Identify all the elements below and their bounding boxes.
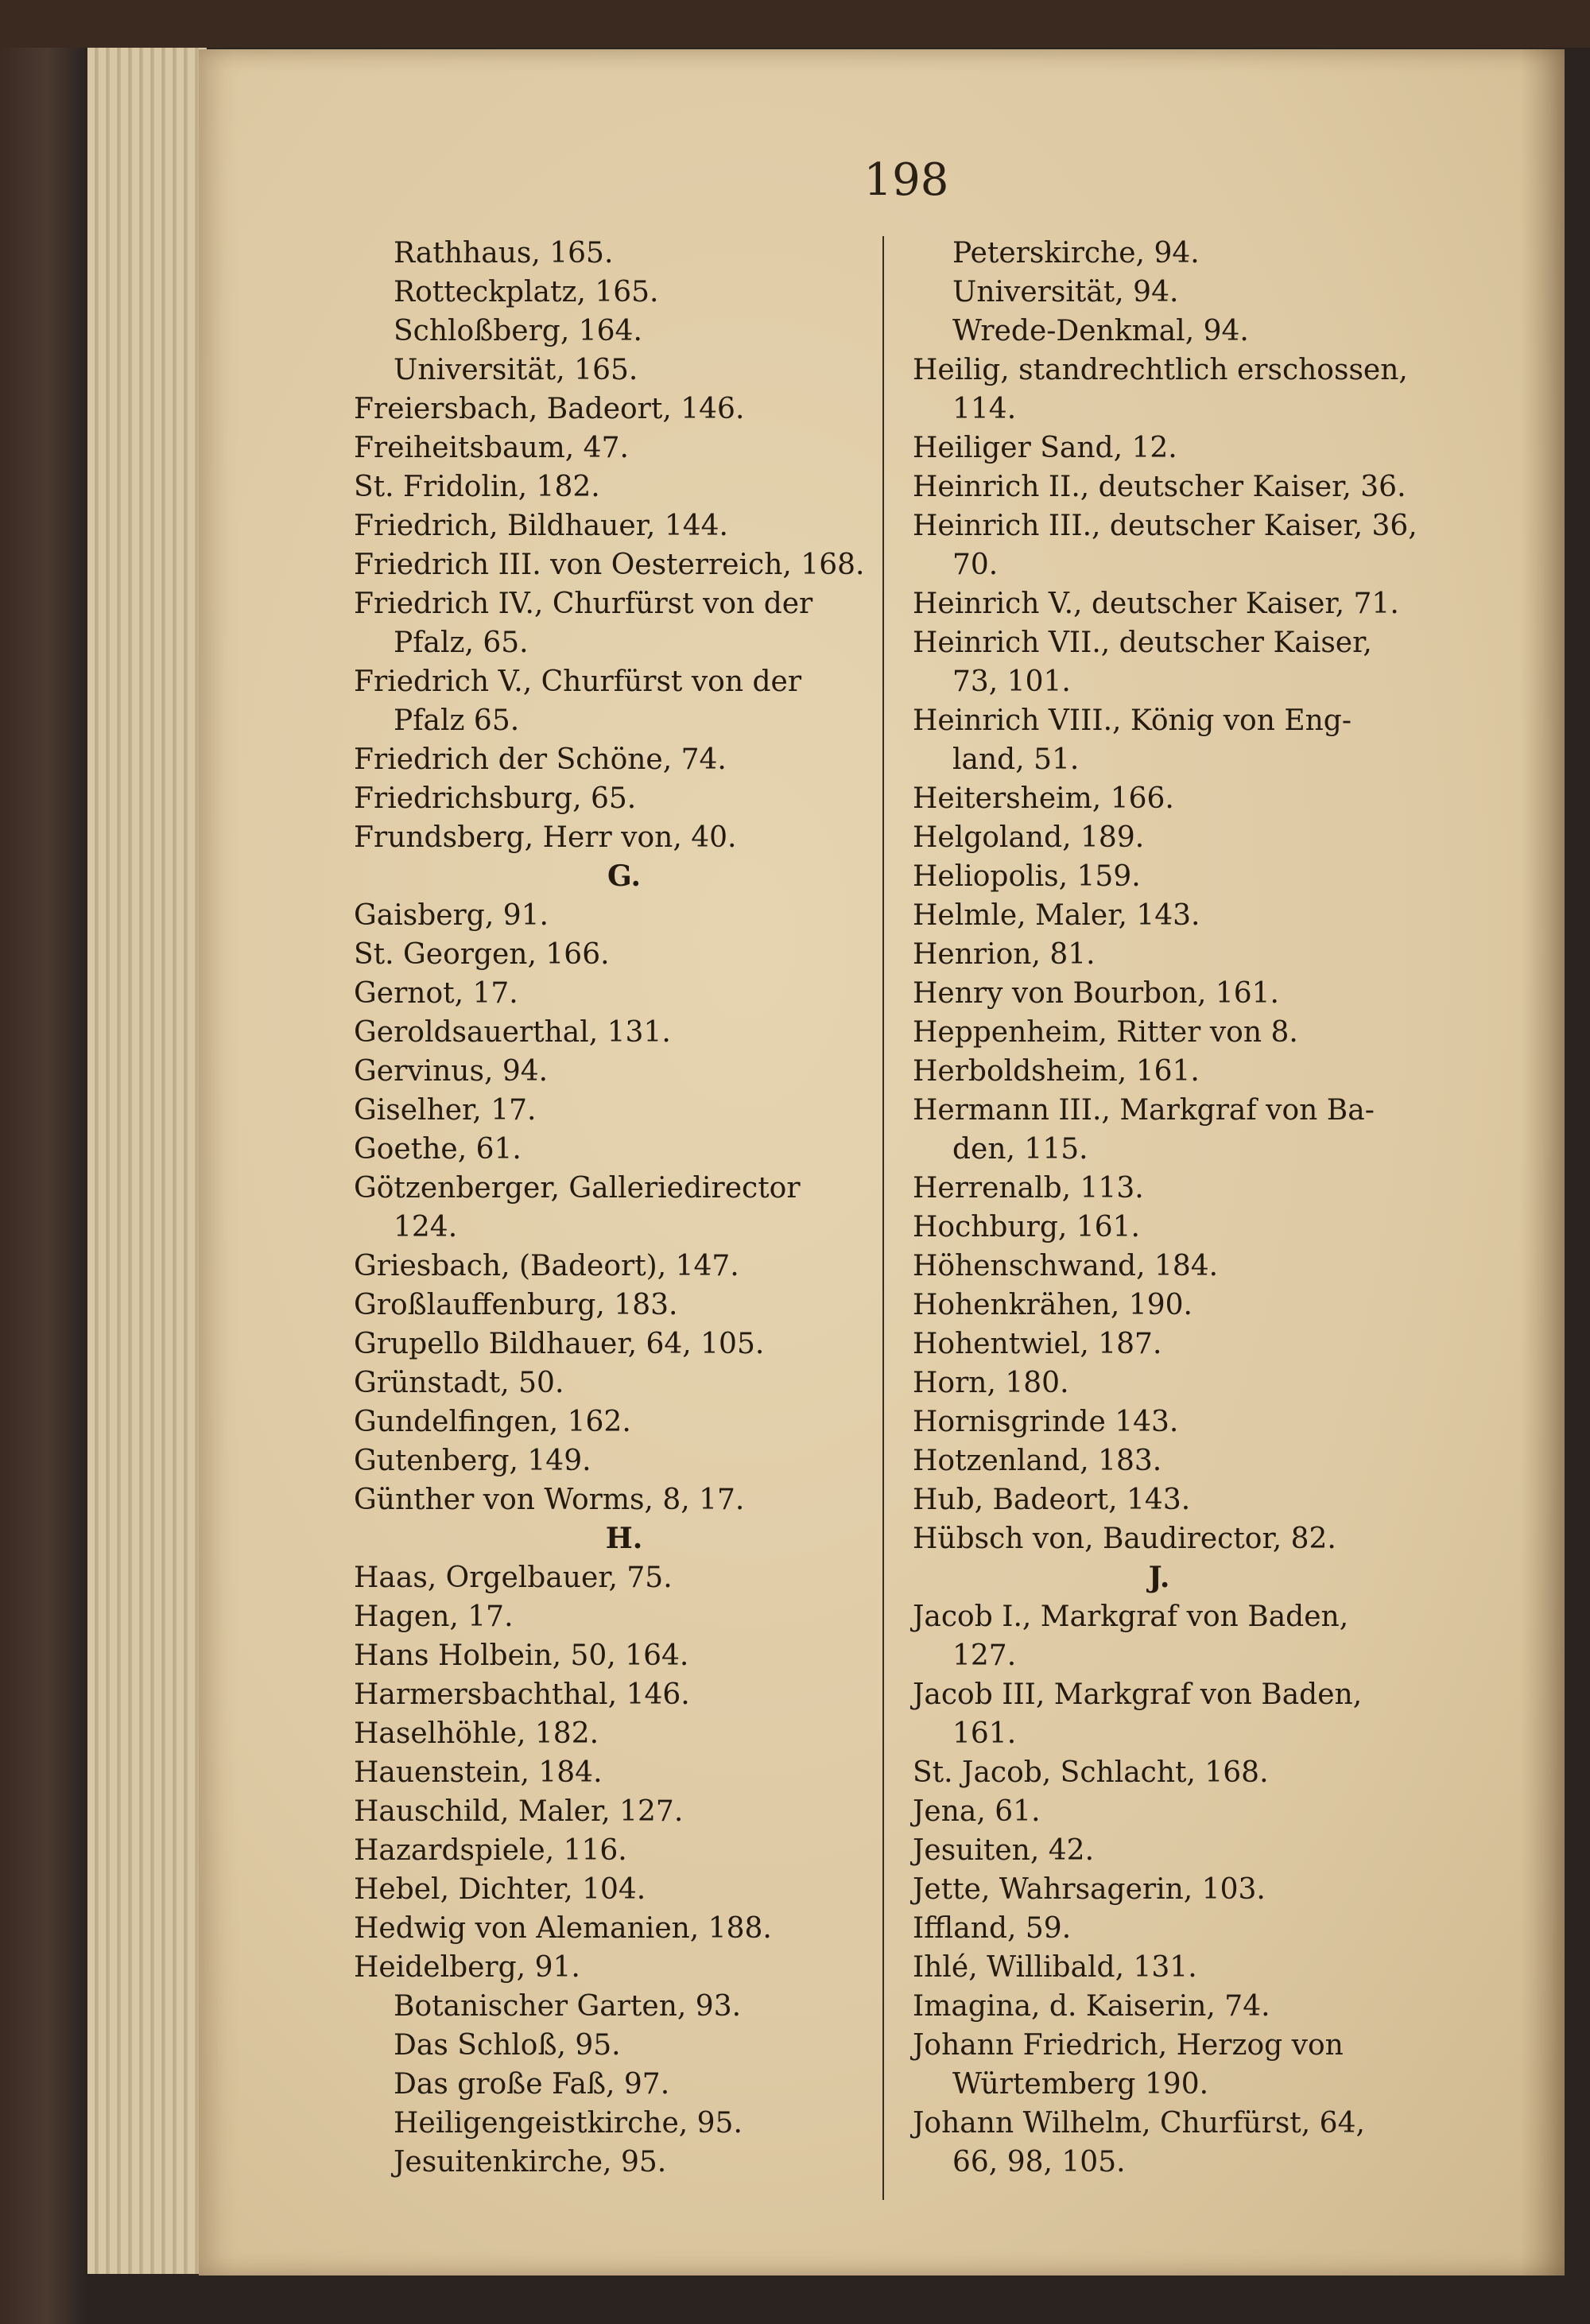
- index-entry: Herboldsheim, 161.: [913, 1055, 1200, 1088]
- index-entry: Peterskirche, 94.: [952, 237, 1200, 270]
- index-entry: Heliopolis, 159.: [913, 860, 1141, 893]
- index-entry: Iffland, 59.: [913, 1912, 1072, 1945]
- index-entry: Goethe, 61.: [354, 1133, 522, 1166]
- index-entry: Freiersbach, Badeort, 146.: [354, 393, 745, 425]
- index-entry: Hochburg, 161.: [913, 1211, 1140, 1243]
- index-entry: 114.: [952, 393, 1017, 425]
- index-entry: Jesuiten, 42.: [913, 1834, 1095, 1867]
- index-entry: Gaisberg, 91.: [354, 899, 549, 932]
- index-entry: 66, 98, 105.: [952, 2146, 1126, 2179]
- index-entry: Friedrich V., Churfürst von der: [354, 665, 802, 698]
- index-entry: St. Jacob, Schlacht, 168.: [913, 1756, 1269, 1789]
- index-entry: 161.: [952, 1717, 1017, 1750]
- index-entry: Helgoland, 189.: [913, 821, 1145, 854]
- index-entry: Wrede-Denkmal, 94.: [952, 315, 1249, 347]
- index-entry: Hauenstein, 184.: [354, 1756, 603, 1789]
- index-entry: Heinrich III., deutscher Kaiser, 36,: [913, 510, 1417, 542]
- index-entry: Friedrich, Bildhauer, 144.: [354, 510, 728, 542]
- index-entry: Heinrich VII., deutscher Kaiser,: [913, 627, 1372, 659]
- index-entry: Pfalz 65.: [394, 704, 520, 737]
- index-entry: Horn, 180.: [913, 1367, 1069, 1399]
- page-gutter-shadow: [1521, 49, 1565, 2276]
- index-entry: Freiheitsbaum, 47.: [354, 432, 629, 464]
- index-entry: Hauschild, Maler, 127.: [354, 1795, 684, 1828]
- page-number: 198: [863, 154, 949, 206]
- index-entry: Hotzenland, 183.: [913, 1445, 1162, 1477]
- index-entry: Geroldsauerthal, 131.: [354, 1016, 671, 1049]
- index-entry: Hermann III., Markgraf von Ba-: [913, 1094, 1375, 1127]
- index-entry: Großlauffenburg, 183.: [354, 1289, 678, 1321]
- index-entry: Botanischer Garten, 93.: [394, 1990, 742, 2023]
- index-entry: Pfalz, 65.: [394, 627, 529, 659]
- index-entry: Rotteckplatz, 165.: [394, 276, 659, 308]
- index-entry: Hazardspiele, 116.: [354, 1834, 627, 1867]
- page-stack-edge: [87, 48, 207, 2274]
- index-entry: Das Schloß, 95.: [394, 2029, 621, 2062]
- index-entry: 127.: [952, 1639, 1017, 1672]
- index-entry: Johann Wilhelm, Churfürst, 64,: [913, 2107, 1365, 2140]
- index-entry: 70.: [952, 549, 999, 581]
- index-entry: Günther von Worms, 8, 17.: [354, 1484, 745, 1516]
- index-entry: Imagina, d. Kaiserin, 74.: [913, 1990, 1270, 2023]
- index-entry: Henrion, 81.: [913, 938, 1096, 971]
- index-entry: 124.: [394, 1211, 458, 1243]
- column-divider: [882, 236, 884, 2200]
- index-entry: Jacob III, Markgraf von Baden,: [913, 1678, 1363, 1711]
- index-entry: Heinrich II., deutscher Kaiser, 36.: [913, 471, 1406, 503]
- index-entry: Heilig, standrechtlich erschossen,: [913, 354, 1408, 386]
- index-entry: Friedrich IV., Churfürst von der: [354, 588, 813, 620]
- index-entry: den, 115.: [952, 1133, 1088, 1166]
- index-entry: Höhenschwand, 184.: [913, 1250, 1219, 1282]
- index-entry: Das große Faß, 97.: [394, 2068, 670, 2101]
- index-entry: Henry von Bourbon, 161.: [913, 977, 1279, 1010]
- index-entry: Friedrich der Schöne, 74.: [354, 743, 727, 776]
- section-letter-heading: H.: [605, 1522, 643, 1555]
- book-page: [199, 49, 1565, 2276]
- index-entry: Götzenberger, Galleriedirector: [354, 1172, 801, 1205]
- index-entry: St. Fridolin, 182.: [354, 471, 600, 503]
- index-entry: Gervinus, 94.: [354, 1055, 549, 1088]
- index-entry: Hans Holbein, 50, 164.: [354, 1639, 689, 1672]
- index-column-right: [913, 234, 1493, 2182]
- index-entry: Haselhöhle, 182.: [354, 1717, 599, 1750]
- index-entry: Schloßberg, 164.: [394, 315, 642, 347]
- index-entry: Frundsberg, Herr von, 40.: [354, 821, 737, 854]
- index-entry: Hornisgrinde 143.: [913, 1406, 1179, 1438]
- index-entry: Jesuitenkirche, 95.: [394, 2146, 667, 2179]
- index-entry: Gundelfingen, 162.: [354, 1406, 631, 1438]
- index-entry: Jacob I., Markgraf von Baden,: [913, 1600, 1349, 1633]
- index-entry: Hübsch von, Baudirector, 82.: [913, 1523, 1336, 1555]
- index-entry: Harmersbachthal, 146.: [354, 1678, 690, 1711]
- index-entry: Hedwig von Alemanien, 188.: [354, 1912, 772, 1945]
- index-entry: St. Georgen, 166.: [354, 938, 610, 971]
- index-entry: Johann Friedrich, Herzog von: [913, 2029, 1344, 2062]
- index-entry: Heinrich V., deutscher Kaiser, 71.: [913, 588, 1399, 620]
- index-entry: Heiligengeistkirche, 95.: [394, 2107, 743, 2140]
- index-entry: Friedrichsburg, 65.: [354, 782, 637, 815]
- index-entry: Griesbach, (Badeort), 147.: [354, 1250, 739, 1282]
- book-cover-edge: [0, 0, 1590, 48]
- index-entry: Heinrich VIII., König von Eng-: [913, 704, 1352, 737]
- index-entry: Grupello Bildhauer, 64, 105.: [354, 1328, 765, 1360]
- index-entry: Friedrich III. von Oesterreich, 168.: [354, 549, 865, 581]
- index-entry: Hagen, 17.: [354, 1600, 514, 1633]
- index-entry: Heidelberg, 91.: [354, 1951, 580, 1984]
- index-entry: Universität, 165.: [394, 354, 638, 386]
- index-entry: Rathhaus, 165.: [394, 237, 614, 270]
- index-entry: Helmle, Maler, 143.: [913, 899, 1200, 932]
- index-entry: Haas, Orgelbauer, 75.: [354, 1562, 673, 1594]
- index-entry: Universität, 94.: [952, 276, 1179, 308]
- index-entry: Hohenkrähen, 190.: [913, 1289, 1192, 1321]
- index-entry: Gutenberg, 149.: [354, 1445, 591, 1477]
- index-entry: Herrenalb, 113.: [913, 1172, 1144, 1205]
- index-entry: Grünstadt, 50.: [354, 1367, 564, 1399]
- index-entry: Würtemberg 190.: [952, 2068, 1209, 2101]
- index-entry: Heiliger Sand, 12.: [913, 432, 1177, 464]
- section-letter-heading: G.: [607, 859, 641, 893]
- index-entry: Giselher, 17.: [354, 1094, 537, 1127]
- index-entry: Jena, 61.: [913, 1795, 1041, 1828]
- index-entry: Hebel, Dichter, 104.: [354, 1873, 646, 1906]
- index-entry: Heitersheim, 166.: [913, 782, 1174, 815]
- index-entry: Jette, Wahrsagerin, 103.: [913, 1873, 1266, 1906]
- index-entry: 73, 101.: [952, 665, 1071, 698]
- index-entry: land, 51.: [952, 743, 1080, 776]
- index-entry: Hub, Badeort, 143.: [913, 1484, 1191, 1516]
- index-entry: Gernot, 17.: [354, 977, 518, 1010]
- section-letter-heading: J.: [1148, 1561, 1170, 1594]
- index-entry: Ihlé, Willibald, 131.: [913, 1951, 1197, 1984]
- index-entry: Hohentwiel, 187.: [913, 1328, 1162, 1360]
- index-entry: Heppenheim, Ritter von 8.: [913, 1016, 1298, 1049]
